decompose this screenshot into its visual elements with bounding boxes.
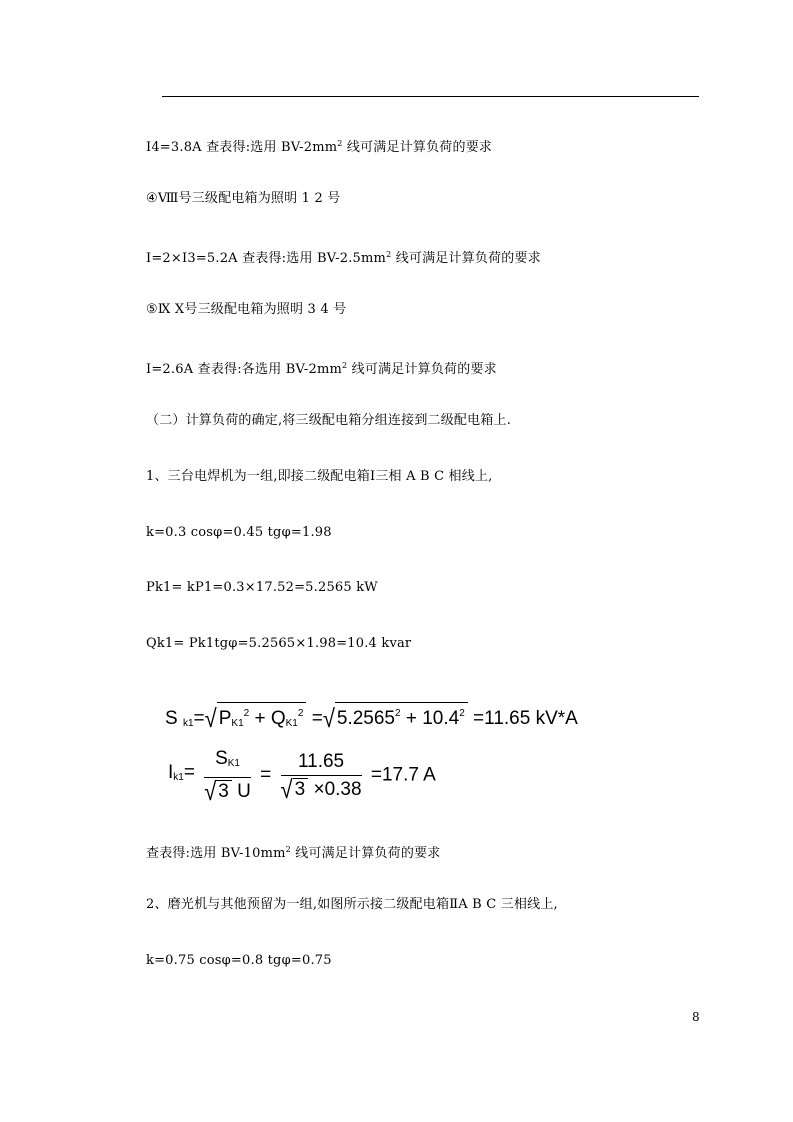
text-line: ⑤Ⅸ Ⅹ号三级配电箱为照明 3 4 号 <box>146 302 347 317</box>
text-line: 查表得:选用 $BV-10mm^2$ 线可满足计算负荷的要求 <box>146 845 441 861</box>
sqrt-sign: √ $P_{K1}^2 + Q_{K1}^2$ <box>205 702 307 735</box>
header-rule <box>162 96 699 97</box>
page-number: 8 <box>692 1010 700 1024</box>
formula-apparent-power: S $_{k1}$=√ $P_{K1}^2 + Q_{K1}^2$ =√ $5.2565^2 + 10.4^2 =11.65$ kV*A <box>165 702 578 735</box>
text-line: I4=3.8A 查表得:选用 $BV-2mm^2$ 线可满足计算负荷的要求 <box>146 139 493 155</box>
text-line: Pk1= kP1=0.3×17.52=5.2565 kW <box>146 580 378 595</box>
text-line: I=2.6A 查表得:各选用 $BV-2mm^2$ 线可满足计算负荷的要求 <box>146 361 497 377</box>
text-line: I=2×I3=5.2A 查表得:选用 $BV-2.5mm^2$ 线可满足计算负荷的要求 <box>146 250 541 266</box>
sqrt-sign: √ $5.2565^2 + 10.4^2$ <box>323 702 468 730</box>
fraction: $\frac{11.65}{√ 3 \times 0.38}$ <box>280 750 362 804</box>
fraction: $\frac{S_{K1}}{√ 3 U}$ <box>204 748 251 806</box>
section-heading: （二）计算负荷的确定,将三级配电箱分组连接到二级配电箱上. <box>146 413 512 428</box>
formula-current: $I_{k1}=$ $\frac{S_{K1}}{√ 3 U}$ = $\frac{11.65}{√ 3 \times 0.38}$ =17.7 A <box>168 748 436 806</box>
text-line: ④Ⅷ号三级配电箱为照明 1 2 号 <box>146 191 341 206</box>
text-line: 1、三台电焊机为一组,即接二级配电箱Ⅰ三相 A B C 相线上, <box>146 469 493 484</box>
text-line: Qk1= Pk1tgφ=5.2565×1.98=10.4 kvar <box>146 636 412 651</box>
text-line: k=0.3 cosφ=0.45 tgφ=1.98 <box>146 525 332 540</box>
text-line: 2、磨光机与其他预留为一组,如图所示接二级配电箱ⅡA B C 三相线上, <box>146 897 558 912</box>
text-line: k=0.75 cosφ=0.8 tgφ=0.75 <box>146 953 332 968</box>
